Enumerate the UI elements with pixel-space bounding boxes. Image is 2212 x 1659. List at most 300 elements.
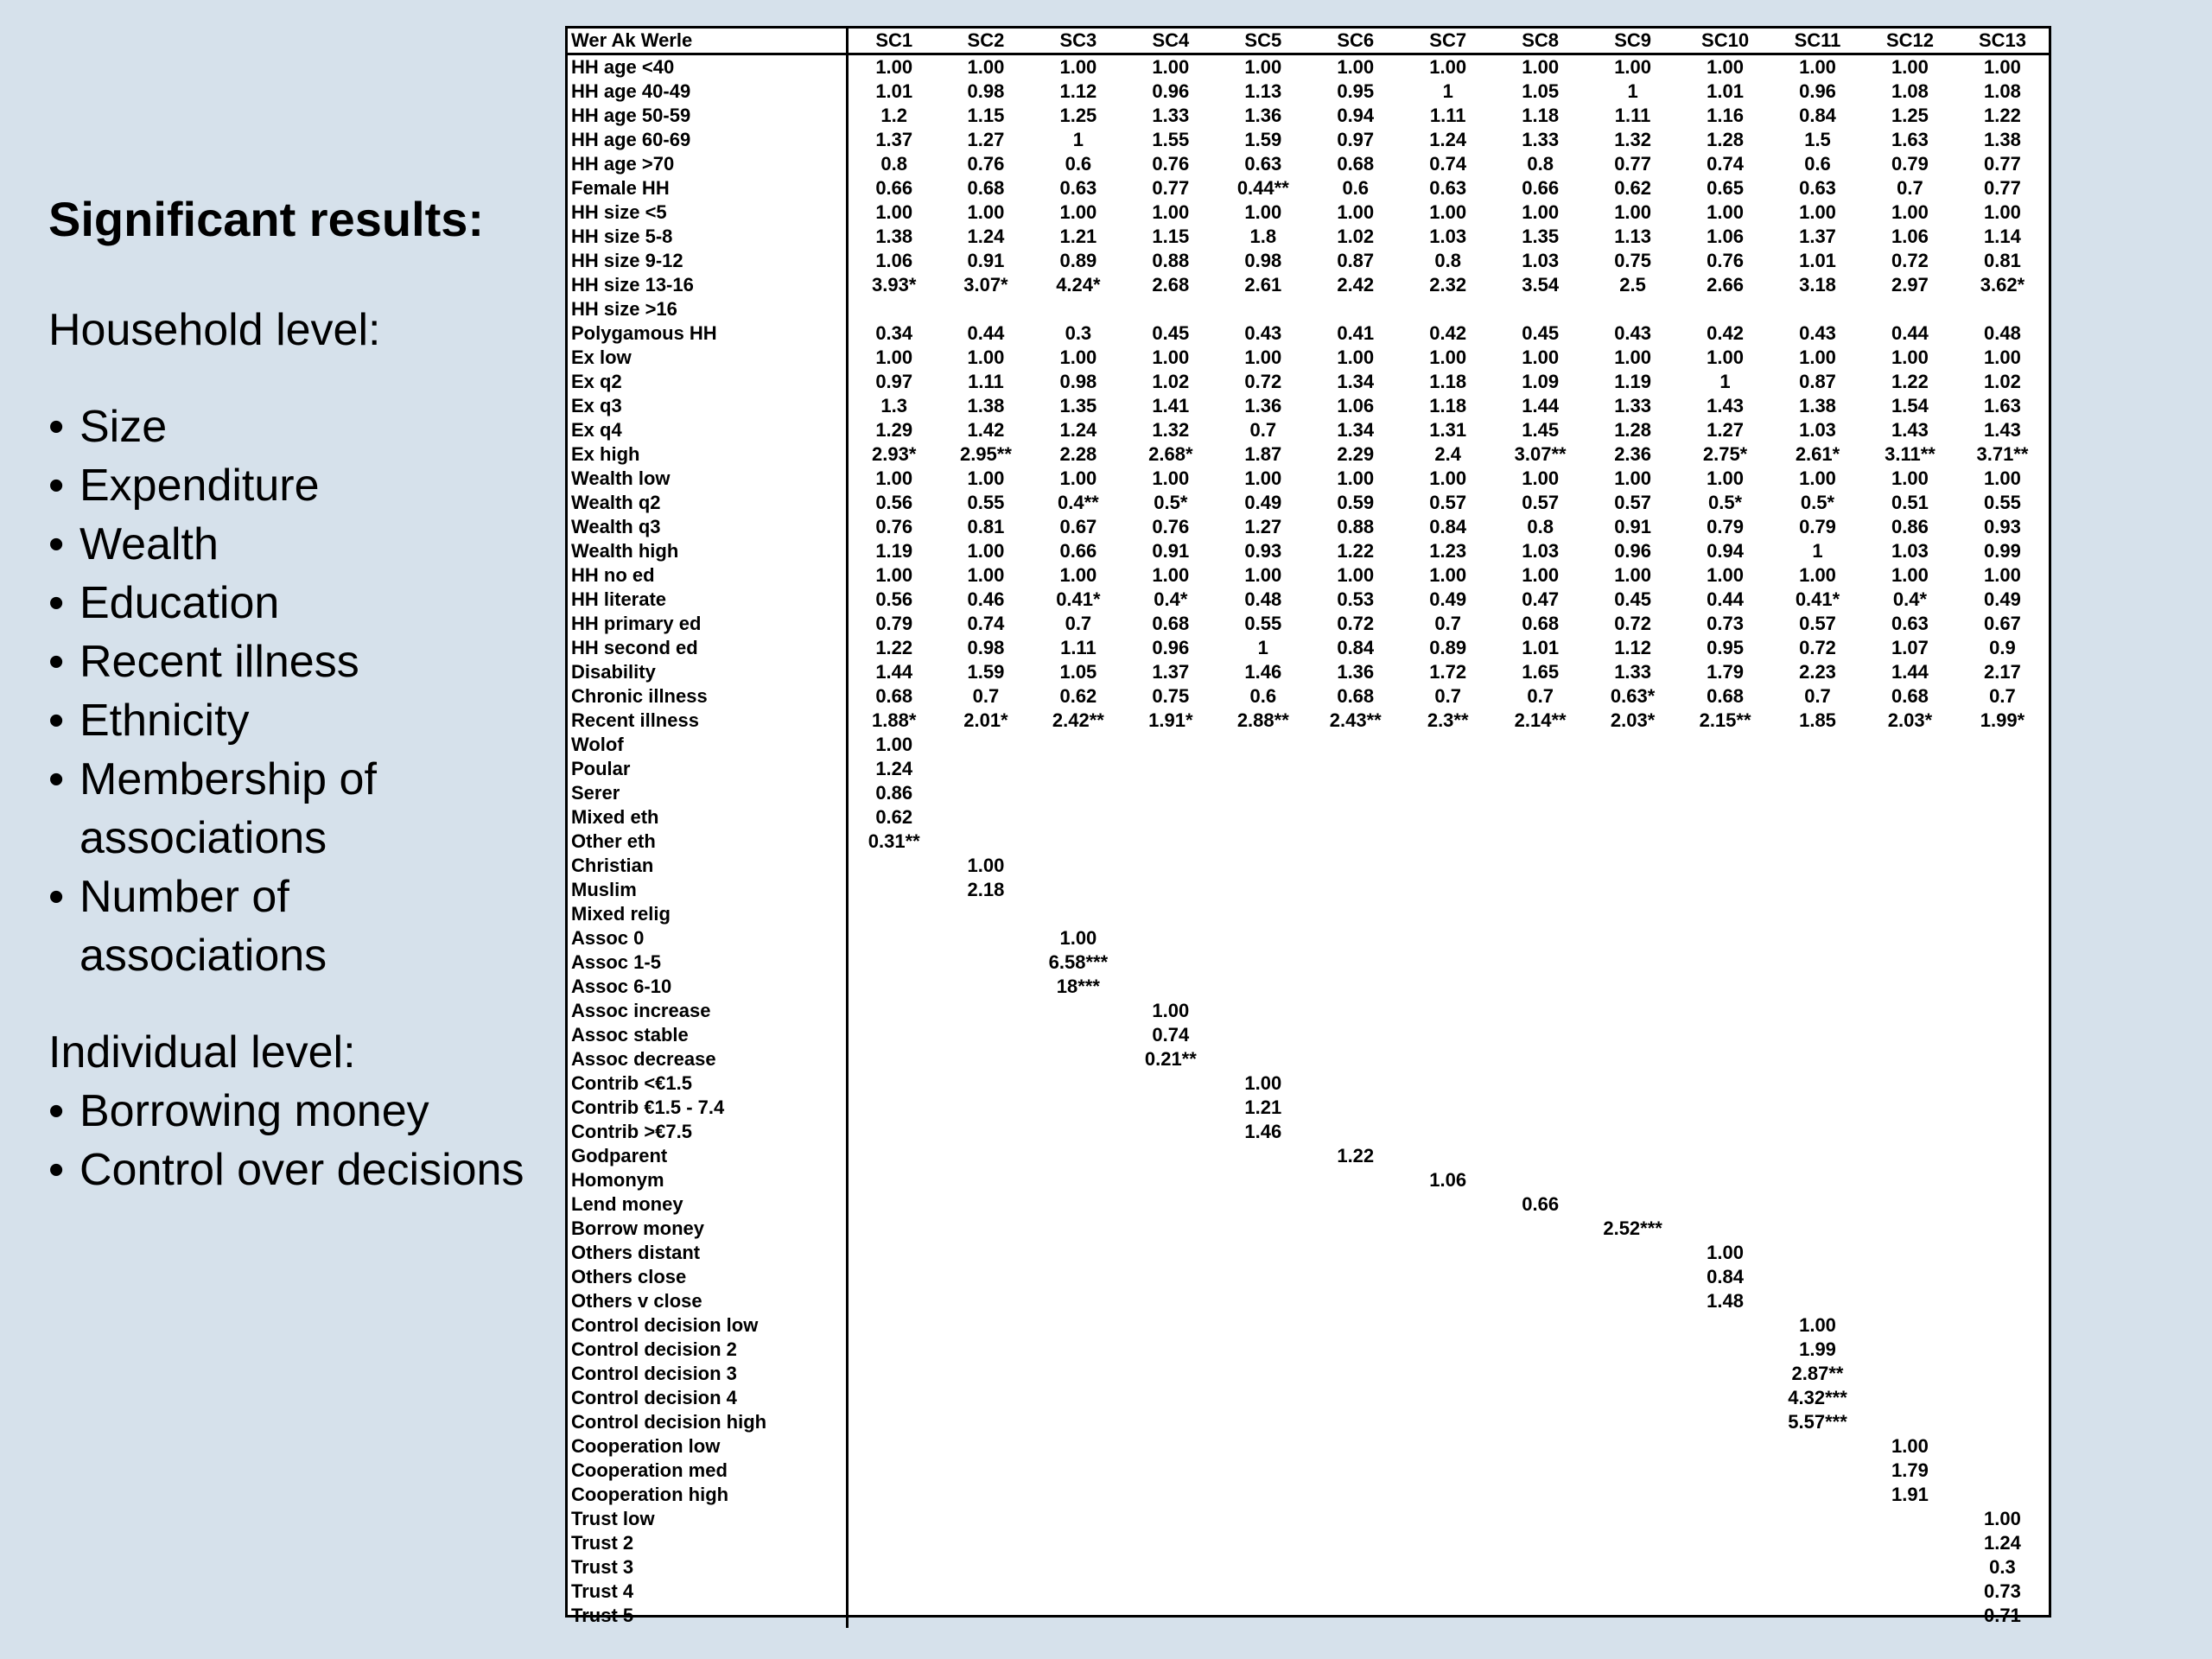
row-label: HH no ed bbox=[568, 563, 848, 588]
table-cell: 2.43** bbox=[1329, 709, 1382, 731]
table-cell bbox=[939, 1265, 1032, 1289]
summary-panel bbox=[48, 190, 532, 1199]
table-cell: 1.28 bbox=[1707, 129, 1744, 150]
table-cell bbox=[1217, 1434, 1309, 1459]
table-cell: 0.68 bbox=[1522, 613, 1560, 634]
table-cell: 0.77 bbox=[1614, 153, 1652, 175]
table-cell: 1.00 bbox=[1707, 1242, 1744, 1263]
row-label: HH age 50-59 bbox=[568, 104, 848, 128]
table-cell bbox=[1586, 1023, 1679, 1047]
row-label: Control decision 2 bbox=[568, 1338, 848, 1362]
table-cell: 0.74 bbox=[1152, 1024, 1190, 1046]
table-cell: 1.38 bbox=[1984, 129, 2021, 150]
table-cell bbox=[1217, 878, 1309, 902]
table-cell: 0.74 bbox=[1429, 153, 1467, 175]
table-row bbox=[568, 515, 2049, 539]
column-header: SC11 bbox=[1771, 29, 1864, 54]
table-row bbox=[568, 1483, 2049, 1507]
table-cell: 1.28 bbox=[1614, 419, 1652, 441]
table-cell bbox=[1217, 1459, 1309, 1483]
table-cell: 2.14** bbox=[1514, 709, 1567, 731]
table-row bbox=[568, 1604, 2049, 1628]
table-cell bbox=[1956, 1096, 2049, 1120]
table-cell bbox=[1217, 781, 1309, 805]
table-cell bbox=[1402, 854, 1494, 878]
table-cell bbox=[1586, 1580, 1679, 1604]
table-row bbox=[568, 176, 2049, 200]
table-cell: 1.36 bbox=[1244, 105, 1282, 126]
table-cell bbox=[939, 830, 1032, 854]
table-row bbox=[568, 757, 2049, 781]
table-row bbox=[568, 394, 2049, 418]
table-cell bbox=[939, 1120, 1032, 1144]
table-cell: 1.00 bbox=[1059, 564, 1097, 586]
table-cell: 1.08 bbox=[1984, 80, 2021, 102]
table-cell bbox=[1402, 1386, 1494, 1410]
table-cell bbox=[1679, 1071, 1771, 1096]
table-cell bbox=[1402, 1144, 1494, 1168]
table-cell: 0.76 bbox=[1152, 516, 1190, 537]
table-cell: 1.00 bbox=[1799, 1314, 1836, 1336]
table-cell: 0.55 bbox=[1984, 492, 2021, 513]
table-cell bbox=[1494, 902, 1586, 926]
table-cell: 1.24 bbox=[1984, 1532, 2021, 1554]
bullet-glyph: • bbox=[48, 519, 65, 569]
table-cell bbox=[1771, 1023, 1864, 1047]
table-cell: 1.22 bbox=[1337, 1145, 1375, 1166]
table-cell bbox=[1679, 1168, 1771, 1192]
table-cell: 1.00 bbox=[1059, 467, 1097, 489]
table-cell bbox=[939, 805, 1032, 830]
table-cell: 0.56 bbox=[875, 492, 913, 513]
table-cell bbox=[1309, 757, 1402, 781]
table-cell: 0.31** bbox=[868, 830, 920, 852]
table-cell bbox=[1032, 1410, 1124, 1434]
table-cell bbox=[848, 1362, 940, 1386]
table-cell: 1.00 bbox=[1614, 467, 1652, 489]
table-cell bbox=[939, 1289, 1032, 1313]
table-cell bbox=[848, 1580, 940, 1604]
table-cell: 0.84 bbox=[1429, 516, 1467, 537]
table-cell bbox=[1494, 950, 1586, 975]
table-cell bbox=[1864, 902, 1956, 926]
table-cell: 0.3 bbox=[1989, 1556, 2016, 1578]
table-cell bbox=[848, 1289, 940, 1313]
table-cell: 1.99 bbox=[1799, 1338, 1836, 1360]
table-cell: 1.00 bbox=[1059, 927, 1097, 949]
table-cell bbox=[1124, 805, 1217, 830]
table-cell bbox=[1217, 1410, 1309, 1434]
row-label: Disability bbox=[568, 660, 848, 684]
table-cell: 2.61* bbox=[1795, 443, 1840, 465]
table-cell bbox=[1402, 733, 1494, 757]
table-cell bbox=[1032, 1265, 1124, 1289]
table-cell bbox=[1217, 1265, 1309, 1289]
table-cell: 2.23 bbox=[1799, 661, 1836, 683]
row-label: Assoc stable bbox=[568, 1023, 848, 1047]
table-cell bbox=[1217, 297, 1309, 321]
household-result-item bbox=[48, 868, 532, 985]
table-cell: 0.81 bbox=[967, 516, 1005, 537]
table-cell bbox=[1494, 975, 1586, 999]
bullet-glyph: • bbox=[48, 872, 65, 922]
table-cell bbox=[1586, 950, 1679, 975]
table-cell bbox=[939, 1096, 1032, 1120]
table-cell: 0.68 bbox=[875, 685, 913, 707]
table-cell: 0.43 bbox=[1244, 322, 1282, 344]
table-cell bbox=[1032, 830, 1124, 854]
table-cell: 1.06 bbox=[1429, 1169, 1467, 1191]
table-cell bbox=[1586, 757, 1679, 781]
table-cell: 1.34 bbox=[1337, 371, 1375, 392]
table-cell: 0.91 bbox=[1152, 540, 1190, 562]
table-cell bbox=[1679, 854, 1771, 878]
household-result-item bbox=[48, 750, 532, 868]
column-header: SC3 bbox=[1032, 29, 1124, 54]
table-cell bbox=[1956, 950, 2049, 975]
table-cell: 0.7 bbox=[1434, 685, 1461, 707]
table-cell bbox=[1864, 1531, 1956, 1555]
table-cell: 0.76 bbox=[875, 516, 913, 537]
table-cell bbox=[1586, 781, 1679, 805]
table-cell: 2.68 bbox=[1152, 274, 1190, 296]
table-cell bbox=[1864, 1410, 1956, 1434]
column-header: SC9 bbox=[1586, 29, 1679, 54]
table-cell bbox=[1402, 1265, 1494, 1289]
row-label: Ex q3 bbox=[568, 394, 848, 418]
table-cell bbox=[1402, 1047, 1494, 1071]
table-cell bbox=[1309, 926, 1402, 950]
table-cell: 0.49 bbox=[1244, 492, 1282, 513]
table-cell: 1.19 bbox=[875, 540, 913, 562]
table-cell: 0.72 bbox=[1614, 613, 1652, 634]
table-cell: 2.87** bbox=[1791, 1363, 1844, 1384]
table-cell bbox=[1956, 1192, 2049, 1217]
table-row bbox=[568, 612, 2049, 636]
table-cell bbox=[1217, 1555, 1309, 1580]
table-cell bbox=[1771, 999, 1864, 1023]
table-cell: 0.44 bbox=[1891, 322, 1929, 344]
table-cell: 0.7 bbox=[1989, 685, 2016, 707]
table-cell bbox=[1679, 1313, 1771, 1338]
table-cell bbox=[1586, 1338, 1679, 1362]
table-cell bbox=[1771, 757, 1864, 781]
table-cell: 1.14 bbox=[1984, 226, 2021, 247]
table-cell bbox=[1309, 1289, 1402, 1313]
table-row bbox=[568, 1338, 2049, 1362]
table-cell bbox=[1679, 1096, 1771, 1120]
table-cell: 2.03* bbox=[1887, 709, 1933, 731]
table-cell bbox=[1217, 1217, 1309, 1241]
table-cell: 4.32*** bbox=[1788, 1387, 1847, 1408]
table-cell bbox=[1032, 1386, 1124, 1410]
table-cell bbox=[848, 1217, 940, 1241]
table-cell bbox=[1402, 1362, 1494, 1386]
table-cell: 1.00 bbox=[967, 855, 1005, 876]
table-cell: 0.67 bbox=[1059, 516, 1097, 537]
table-cell: 1.00 bbox=[1059, 346, 1097, 368]
household-result-item bbox=[48, 574, 532, 632]
table-cell: 1.02 bbox=[1152, 371, 1190, 392]
table-cell bbox=[1771, 1144, 1864, 1168]
table-cell bbox=[1494, 999, 1586, 1023]
table-cell: 18*** bbox=[1056, 976, 1100, 997]
table-cell: 1.38 bbox=[1799, 395, 1836, 416]
table-cell: 0.93 bbox=[1244, 540, 1282, 562]
table-cell bbox=[1032, 1144, 1124, 1168]
table-cell: 1.19 bbox=[1614, 371, 1652, 392]
table-cell: 1.00 bbox=[1429, 56, 1467, 78]
table-cell: 0.79 bbox=[1891, 153, 1929, 175]
table-cell bbox=[1586, 1168, 1679, 1192]
table-cell bbox=[1309, 1168, 1402, 1192]
table-cell bbox=[1864, 1023, 1956, 1047]
table-cell: 0.98 bbox=[1059, 371, 1097, 392]
table-row bbox=[568, 563, 2049, 588]
table-cell: 1.11 bbox=[1429, 105, 1466, 126]
row-label: HH size <5 bbox=[568, 200, 848, 225]
row-label: Others v close bbox=[568, 1289, 848, 1313]
table-cell bbox=[848, 1483, 940, 1507]
column-header: SC7 bbox=[1402, 29, 1494, 54]
table-cell bbox=[1586, 1313, 1679, 1338]
table-cell: 1.00 bbox=[1059, 56, 1097, 78]
table-cell bbox=[1217, 999, 1309, 1023]
table-cell bbox=[1309, 1241, 1402, 1265]
table-cell bbox=[1771, 854, 1864, 878]
table-cell: 1.46 bbox=[1244, 661, 1282, 683]
table-cell: 0.66 bbox=[875, 177, 913, 199]
table-cell: 1.18 bbox=[1429, 371, 1467, 392]
table-cell bbox=[848, 878, 940, 902]
table-cell: 0.47 bbox=[1522, 588, 1560, 610]
table-cell: 3.71** bbox=[1976, 443, 2029, 465]
table-cell bbox=[1771, 1483, 1864, 1507]
table-cell bbox=[1124, 1580, 1217, 1604]
household-result-item-label: Recent illness bbox=[79, 637, 359, 687]
table-cell bbox=[1124, 297, 1217, 321]
table-cell: 0.57 bbox=[1522, 492, 1560, 513]
table-cell bbox=[1679, 1144, 1771, 1168]
table-cell: 1.00 bbox=[875, 564, 913, 586]
table-cell bbox=[848, 999, 940, 1023]
table-cell bbox=[1864, 878, 1956, 902]
table-cell bbox=[848, 1192, 940, 1217]
table-cell bbox=[939, 975, 1032, 999]
table-cell: 1.00 bbox=[875, 346, 913, 368]
table-cell bbox=[1494, 1604, 1586, 1628]
bullet-glyph: • bbox=[48, 1145, 65, 1195]
table-cell bbox=[1679, 297, 1771, 321]
table-cell bbox=[1402, 1241, 1494, 1265]
table-cell: 1.00 bbox=[967, 56, 1005, 78]
table-cell: 0.74 bbox=[967, 613, 1005, 634]
table-cell: 1.00 bbox=[1244, 467, 1282, 489]
table-cell bbox=[1864, 1604, 1956, 1628]
table-cell bbox=[1956, 1071, 2049, 1096]
table-cell bbox=[939, 1023, 1032, 1047]
results-table-container bbox=[565, 26, 2051, 1626]
table-cell: 0.43 bbox=[1799, 322, 1836, 344]
table-cell bbox=[1679, 1555, 1771, 1580]
table-cell bbox=[1032, 1096, 1124, 1120]
table-cell bbox=[1124, 975, 1217, 999]
table-cell bbox=[1124, 1531, 1217, 1555]
table-cell: 1.00 bbox=[1707, 346, 1744, 368]
table-cell: 3.93* bbox=[872, 274, 917, 296]
table-row bbox=[568, 249, 2049, 273]
table-cell: 1.33 bbox=[1614, 395, 1652, 416]
row-label: Ex high bbox=[568, 442, 848, 467]
table-cell: 2.61 bbox=[1244, 274, 1282, 296]
table-cell: 1.00 bbox=[1891, 564, 1929, 586]
table-cell bbox=[939, 1459, 1032, 1483]
table-cell bbox=[1309, 1459, 1402, 1483]
table-cell: 0.86 bbox=[875, 782, 913, 804]
table-cell: 1.11 bbox=[1060, 637, 1096, 658]
table-cell: 1.00 bbox=[967, 467, 1005, 489]
row-label: Trust 4 bbox=[568, 1580, 848, 1604]
table-row bbox=[568, 467, 2049, 491]
table-cell bbox=[939, 1144, 1032, 1168]
table-cell bbox=[848, 1241, 940, 1265]
table-cell bbox=[1586, 1434, 1679, 1459]
table-cell bbox=[1864, 1047, 1956, 1071]
table-cell: 1.00 bbox=[875, 467, 913, 489]
table-cell bbox=[1124, 1289, 1217, 1313]
table-cell bbox=[1771, 975, 1864, 999]
table-cell: 0.77 bbox=[1152, 177, 1190, 199]
table-cell bbox=[1494, 805, 1586, 830]
odds-ratio-table bbox=[568, 29, 2049, 1628]
table-cell: 0.98 bbox=[967, 80, 1005, 102]
table-cell: 1.00 bbox=[1244, 346, 1282, 368]
table-cell: 0.77 bbox=[1984, 177, 2021, 199]
table-cell bbox=[1586, 1410, 1679, 1434]
table-cell bbox=[1956, 902, 2049, 926]
table-cell: 1.25 bbox=[1891, 105, 1929, 126]
table-cell: 1.91* bbox=[1148, 709, 1193, 731]
table-cell: 1.44 bbox=[1522, 395, 1560, 416]
table-cell bbox=[1586, 975, 1679, 999]
table-row bbox=[568, 1047, 2049, 1071]
panel-title: Significant results: bbox=[48, 192, 485, 246]
table-cell bbox=[1402, 1459, 1494, 1483]
table-cell: 1.00 bbox=[1984, 201, 2021, 223]
table-cell bbox=[1217, 1386, 1309, 1410]
table-cell: 1 bbox=[1719, 371, 1731, 392]
table-cell: 0.72 bbox=[1244, 371, 1282, 392]
table-cell: 1.00 bbox=[875, 56, 913, 78]
table-cell: 1.18 bbox=[1522, 105, 1560, 126]
table-cell bbox=[1771, 1434, 1864, 1459]
table-cell bbox=[1402, 1096, 1494, 1120]
table-cell bbox=[1032, 1192, 1124, 1217]
table-cell: 0.81 bbox=[1984, 250, 2021, 271]
table-cell bbox=[1494, 1071, 1586, 1096]
table-cell bbox=[1679, 1580, 1771, 1604]
table-cell bbox=[1309, 902, 1402, 926]
row-label: HH age >70 bbox=[568, 152, 848, 176]
table-cell bbox=[1679, 1120, 1771, 1144]
table-cell: 1.05 bbox=[1059, 661, 1097, 683]
table-cell: 1.27 bbox=[1707, 419, 1744, 441]
row-label: HH size >16 bbox=[568, 297, 848, 321]
table-cell: 0.79 bbox=[875, 613, 913, 634]
table-cell: 0.46 bbox=[967, 588, 1005, 610]
table-cell bbox=[1771, 878, 1864, 902]
row-label: Homonym bbox=[568, 1168, 848, 1192]
table-cell bbox=[1864, 805, 1956, 830]
row-label: Wealth q3 bbox=[568, 515, 848, 539]
row-label: Poular bbox=[568, 757, 848, 781]
table-cell: 2.01* bbox=[963, 709, 1008, 731]
table-cell bbox=[1217, 1168, 1309, 1192]
table-cell: 1.34 bbox=[1337, 419, 1375, 441]
table-cell bbox=[1679, 1023, 1771, 1047]
column-header: SC4 bbox=[1124, 29, 1217, 54]
table-cell: 0.91 bbox=[967, 250, 1005, 271]
table-cell: 0.5* bbox=[1154, 492, 1188, 513]
table-cell bbox=[1494, 1362, 1586, 1386]
table-row bbox=[568, 733, 2049, 757]
table-cell: 0.21** bbox=[1144, 1048, 1197, 1070]
table-cell: 1.12 bbox=[1614, 637, 1652, 658]
table-cell: 1.43 bbox=[1707, 395, 1744, 416]
table-cell bbox=[1586, 1047, 1679, 1071]
table-cell: 1.29 bbox=[875, 419, 913, 441]
table-row bbox=[568, 660, 2049, 684]
table-cell bbox=[1309, 1483, 1402, 1507]
table-cell: 1.31 bbox=[1429, 419, 1467, 441]
table-cell bbox=[1864, 1338, 1956, 1362]
table-cell bbox=[1771, 950, 1864, 975]
table-cell bbox=[939, 1580, 1032, 1604]
table-cell bbox=[1402, 1120, 1494, 1144]
table-cell: 1.33 bbox=[1152, 105, 1190, 126]
bullet-glyph: • bbox=[48, 578, 65, 628]
table-cell bbox=[939, 781, 1032, 805]
table-cell: 1.00 bbox=[1614, 56, 1652, 78]
table-cell bbox=[1494, 1410, 1586, 1434]
individual-results-list bbox=[48, 1082, 532, 1199]
row-label: Others distant bbox=[568, 1241, 848, 1265]
table-cell bbox=[1864, 1313, 1956, 1338]
table-cell bbox=[1956, 1483, 2049, 1507]
row-label: Assoc decrease bbox=[568, 1047, 848, 1071]
table-cell bbox=[1309, 1434, 1402, 1459]
table-cell bbox=[1124, 1265, 1217, 1289]
table-cell: 0.68 bbox=[1337, 685, 1375, 707]
table-cell bbox=[1679, 781, 1771, 805]
table-cell bbox=[1771, 902, 1864, 926]
table-cell bbox=[1771, 1459, 1864, 1483]
row-label: HH primary ed bbox=[568, 612, 848, 636]
table-cell: 0.93 bbox=[1984, 516, 2021, 537]
table-cell: 1.00 bbox=[1337, 346, 1375, 368]
table-cell bbox=[1586, 902, 1679, 926]
table-cell bbox=[1402, 1338, 1494, 1362]
table-cell bbox=[1494, 1023, 1586, 1047]
table-cell bbox=[939, 1362, 1032, 1386]
table-cell bbox=[1956, 1362, 2049, 1386]
row-label: Ex low bbox=[568, 346, 848, 370]
table-cell bbox=[848, 1459, 940, 1483]
table-row bbox=[568, 1531, 2049, 1555]
table-cell bbox=[1956, 781, 2049, 805]
table-cell: 1.79 bbox=[1891, 1459, 1929, 1481]
table-cell bbox=[1771, 1580, 1864, 1604]
